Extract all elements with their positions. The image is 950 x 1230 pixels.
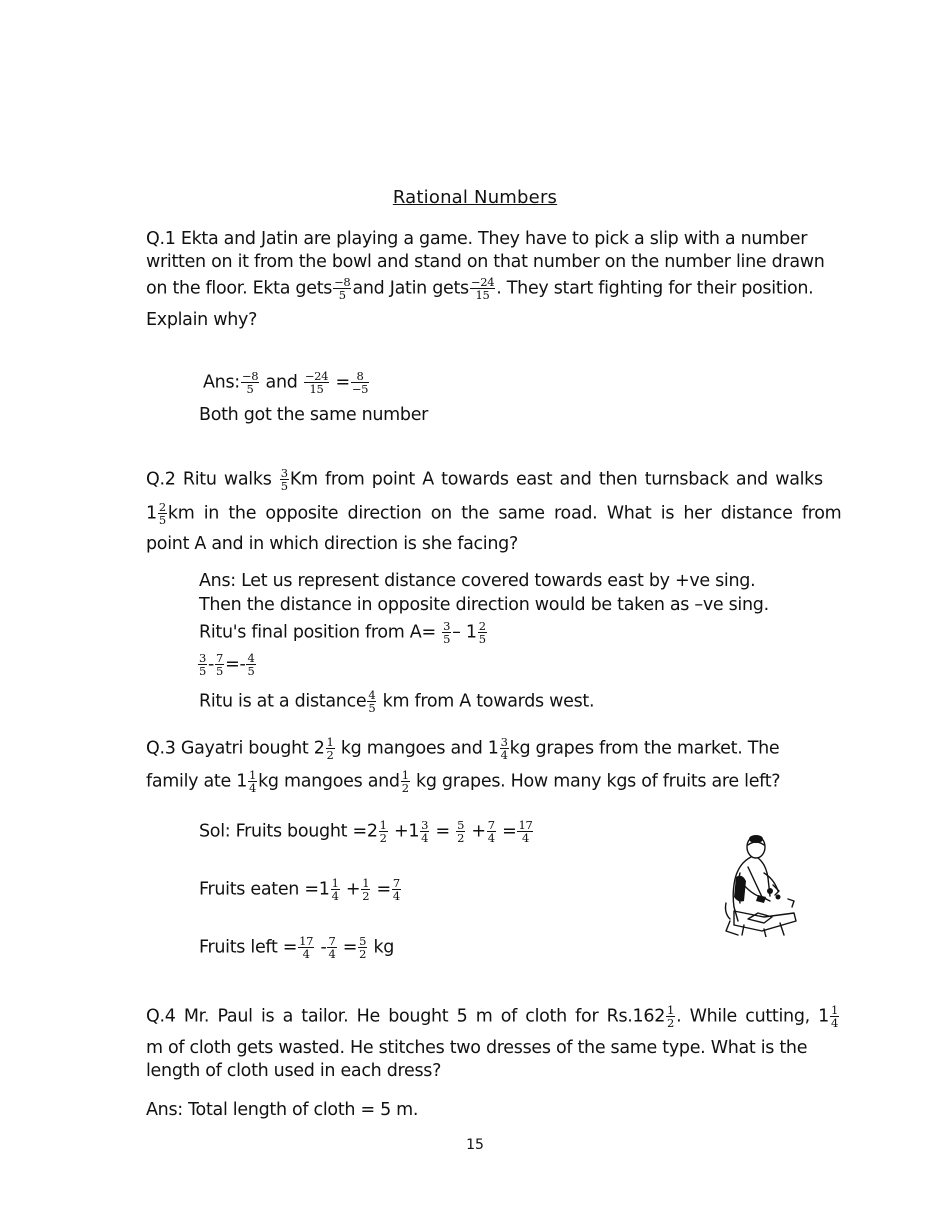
fraction: $\frac{-8}{5}$ <box>241 369 259 396</box>
q2-line-3: point A and in which direction is she facing? <box>146 534 518 554</box>
fraction: $\frac{1}{2}$ <box>326 735 334 762</box>
fraction: $\frac{17}{4}$ <box>299 934 314 961</box>
fraction: $\frac{2}{5}$ <box>158 500 166 527</box>
fraction: $\frac{3}{5}$ <box>443 619 451 646</box>
q2-answer-line-1: Ans: Let us represent distance covered towards east by +ve sing. <box>199 571 756 591</box>
fraction: $\frac{5}{2}$ <box>457 818 465 845</box>
fraction: $\frac{2}{5}$ <box>478 619 486 646</box>
q3-solution-line-2: Fruits eaten =1 $\frac{1}{4}$ + $\frac{1}{2}$ = $\frac{7}{4}$ <box>199 876 400 903</box>
fraction: $\frac{-24}{15}$ <box>470 275 495 302</box>
q3-line-1: Q.3 Gayatri bought 2 $\frac{1}{2}$ kg mangoes and 1 $\frac{3}{4}$ kg grapes from the market. The <box>146 735 780 762</box>
fraction: $\frac{3}{4}$ <box>500 735 508 762</box>
q3-line-2: family ate 1 $\frac{1}{4}$ kg mangoes and $\frac{1}{2}$ kg grapes. How many kgs of fruits are left? <box>146 768 781 795</box>
q1-line-2: written on it from the bowl and stand on that number on the number line drawn <box>146 252 825 272</box>
q1-line-1: Q.1 Ekta and Jatin are playing a game. They have to pick a slip with a number <box>146 229 808 249</box>
fraction: $\frac{4}{5}$ <box>247 651 255 678</box>
q1-line-3: on the floor. Ekta gets $\frac{-8}{5}$ and Jatin gets $\frac{-24}{15}$ . They start fighting for their position. <box>146 275 814 302</box>
page-title: Rational Numbers <box>392 187 558 208</box>
q4-line-2: m of cloth gets wasted. He stitches two dresses of the same type. What is the <box>146 1038 808 1058</box>
fraction: $\frac{1}{2}$ <box>667 1003 675 1030</box>
q1-answer-line-2: Both got the same number <box>199 405 429 425</box>
fraction: $\frac{-24}{15}$ <box>304 369 329 396</box>
fraction: $\frac{17}{4}$ <box>518 818 533 845</box>
fraction: $\frac{1}{4}$ <box>831 1003 839 1030</box>
q1-answer: Ans: $\frac{-8}{5}$ and $\frac{-24}{15}$ = $\frac{8}{-5}$ <box>203 369 369 396</box>
fraction: $\frac{5}{2}$ <box>359 934 367 961</box>
tailor-illustration <box>718 833 798 937</box>
fraction: $\frac{-8}{5}$ <box>334 275 351 302</box>
fraction: $\frac{7}{4}$ <box>487 818 495 845</box>
q3-solution-line-1: Sol: Fruits bought =2 $\frac{1}{2}$ +1 $\frac{3}{4}$ = $\frac{5}{2}$ + $\frac{7}{4}$ = $\frac{17}{4}$ <box>199 818 533 845</box>
q1-line-4: Explain why? <box>146 310 258 330</box>
fraction: $\frac{3}{4}$ <box>421 818 429 845</box>
fraction: $\frac{7}{4}$ <box>392 876 400 903</box>
q3-solution-line-3: Fruits left = $\frac{17}{4}$ - $\frac{7}{4}$ = $\frac{5}{2}$ kg <box>199 934 395 961</box>
q2-answer-line-4: $\frac{3}{5}$ - $\frac{7}{5}$ =- $\frac{4}{5}$ <box>199 651 255 678</box>
q4-answer: Ans: Total length of cloth = 5 m. <box>146 1100 419 1120</box>
q2-answer-line-2: Then the distance in opposite direction would be taken as –ve sing. <box>199 595 769 615</box>
q2-answer-line-3: Ritu's final position from A= $\frac{3}{5}$ – 1 $\frac{2}{5}$ <box>199 619 486 646</box>
fraction: $\frac{1}{4}$ <box>249 768 257 795</box>
fraction: $\frac{3}{5}$ <box>199 651 207 678</box>
fraction: $\frac{1}{2}$ <box>362 876 370 903</box>
fraction: $\frac{8}{-5}$ <box>351 369 369 396</box>
fraction: $\frac{7}{5}$ <box>216 651 224 678</box>
fraction: $\frac{1}{2}$ <box>401 768 409 795</box>
q4-line-3: length of cloth used in each dress? <box>146 1061 442 1081</box>
fraction: $\frac{1}{4}$ <box>331 876 339 903</box>
fraction: $\frac{1}{2}$ <box>379 818 387 845</box>
q2-line-2: 1 $\frac{2}{5}$ km in the opposite direction on the same road. What is her distance from <box>146 500 842 527</box>
fraction: $\frac{3}{5}$ <box>280 466 288 493</box>
q4-line-1: Q.4 Mr. Paul is a tailor. He bought 5 m of cloth for Rs.162 $\frac{1}{2}$ . While cutting, 1 $\frac{1}{4}$ <box>146 1003 839 1030</box>
q2-line-1: Q.2 Ritu walks $\frac{3}{5}$ Km from point A towards east and then turnsback and walks <box>146 466 823 493</box>
page-number: 15 <box>466 1137 484 1153</box>
fraction: $\frac{7}{4}$ <box>328 934 336 961</box>
fraction: $\frac{4}{5}$ <box>368 688 376 715</box>
q2-answer-line-5: Ritu is at a distance $\frac{4}{5}$ km from A towards west. <box>199 688 595 715</box>
